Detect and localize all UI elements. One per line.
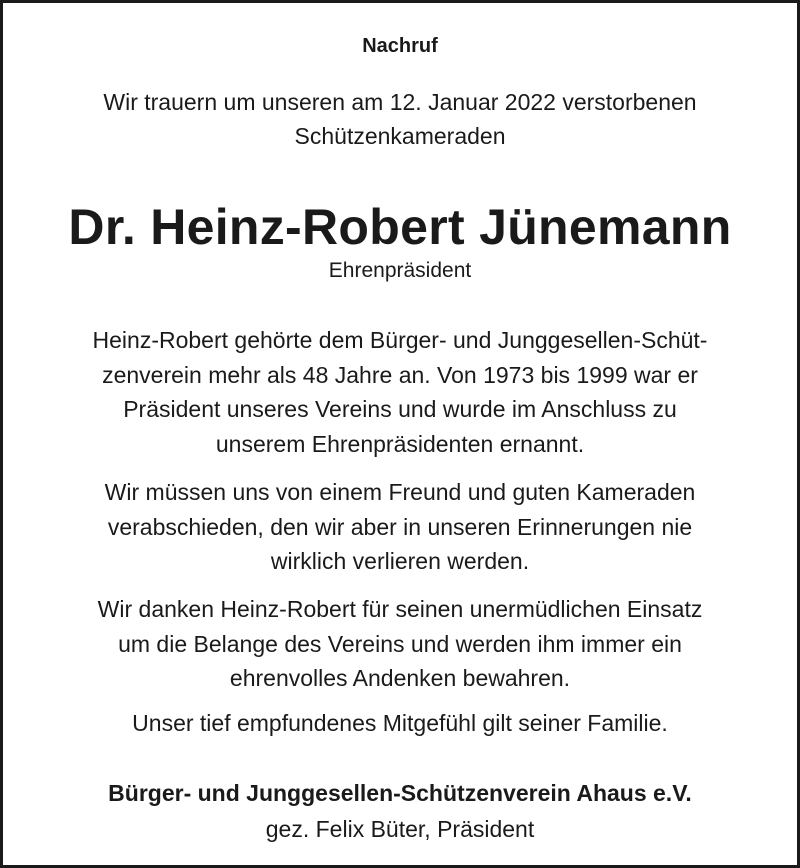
paragraph-line: Wir müssen uns von einem Freund und guten Kameraden: [104, 479, 696, 505]
farewell-paragraph: [0, 475, 800, 579]
paragraph-line: zenverein mehr als 48 Jahre an. Von 1973 bis 1999 war er: [102, 361, 698, 388]
paragraph-line: Unser tief empfundenes Mitgefühl gilt seiner Familie.: [132, 710, 668, 736]
paragraph-line: wirklich verlieren werden.: [270, 548, 530, 574]
deceased-name: Dr. Heinz-Robert Jünemann: [68, 199, 732, 255]
thanks-paragraph: [0, 592, 800, 696]
paragraph-line: unserem Ehrenpräsidenten ernannt.: [215, 430, 585, 457]
condolence-paragraph: [0, 706, 800, 741]
organization-name: Bürger- und Junggesellen-Schützenverein Ahaus e.V.: [108, 780, 692, 806]
tribute-paragraph: [0, 323, 800, 461]
deceased-role: Ehrenpräsident: [328, 259, 472, 282]
paragraph-line: ehrenvolles Andenken bewahren.: [229, 665, 571, 691]
paragraph-line: um die Belange des Vereins und werden ihm immer ein: [118, 630, 682, 657]
paragraph-line: Wir danken Heinz-Robert für seinen unermüdlichen Einsatz: [97, 596, 703, 622]
signature-line: gez. Felix Büter, Präsident: [265, 816, 535, 842]
paragraph-line: Präsident unseres Vereins und wurde im Anschluss zu: [123, 396, 677, 422]
notice-title: Nachruf: [362, 35, 438, 57]
paragraph-line: verabschieden, den wir aber in unseren Erinnerungen nie: [107, 513, 693, 540]
paragraph-line: Heinz-Robert gehörte dem Bürger- und Junggesellen-Schüt-: [92, 327, 708, 353]
intro-text: [0, 85, 800, 153]
intro-line: Wir trauern um unseren am 12. Januar 2022 verstorbenen: [103, 89, 697, 115]
intro-line: Schützenkameraden: [294, 123, 506, 149]
